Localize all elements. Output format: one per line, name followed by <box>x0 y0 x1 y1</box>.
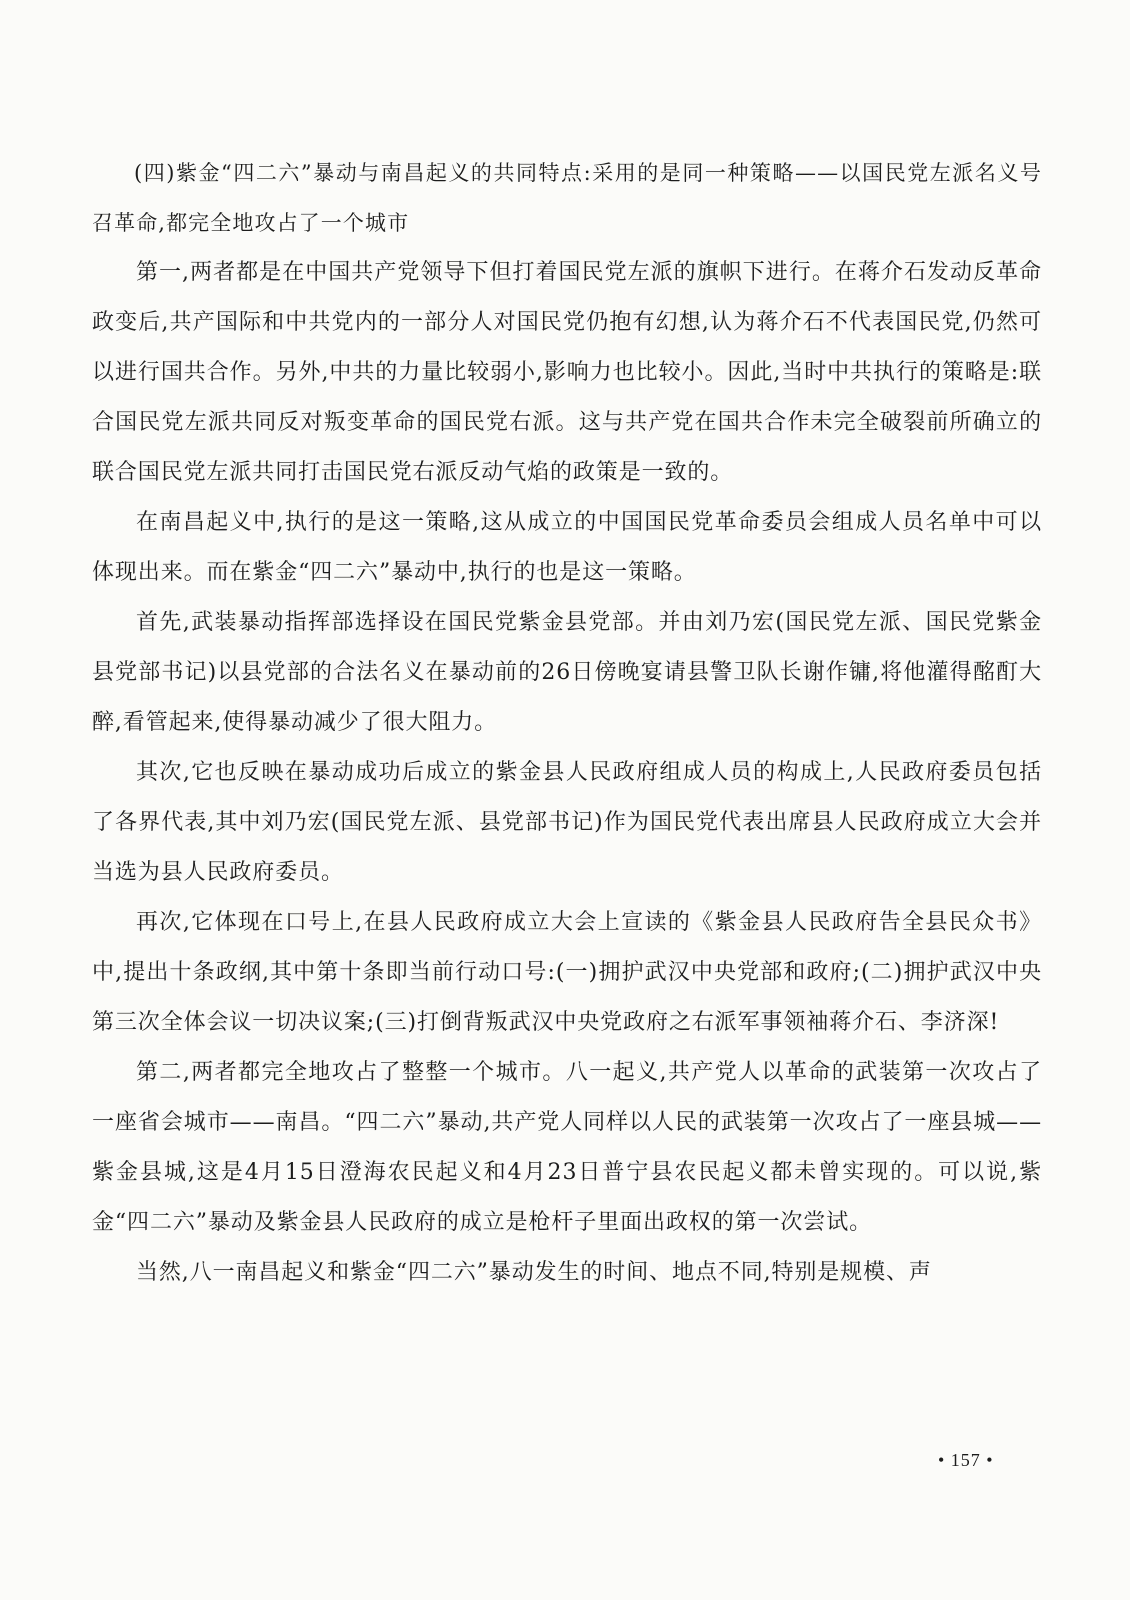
paragraph-6: 第二,两者都完全地攻占了整整一个城市。八一起义,共产党人以革命的武装第一次攻占了一座省会城市——南昌。“四二六”暴动,共产党人同样以人民的武装第一次攻占了一座县城——紫金县城,这是4月15日澄海农民起义和4月23日普宁县农民起义都未曾实现的。可以说,紫金“四二六”暴动及紫金县人民政府的成立是枪杆子里面出政权的第一次尝试。 <box>92 1060 1042 1235</box>
section-heading: (四)紫金“四二六”暴动与南昌起义的共同特点:采用的是同一种策略——以国民党左派名义号召革命,都完全地攻占了一个城市 <box>92 161 1042 235</box>
paragraph-5: 再次,它体现在口号上,在县人民政府成立大会上宣读的《紫金县人民政府告全县民众书》中,提出十条政纲,其中第十条即当前行动口号:(一)拥护武汉中央党部和政府;(二)拥护武汉中央第三次全体会议一切决议案;(三)打倒背叛武汉中央党政府之右派军事领袖蒋介石、李济深! <box>92 910 1042 1035</box>
page-number: • 157 • <box>938 1450 994 1470</box>
paragraph-7: 当然,八一南昌起义和紫金“四二六”暴动发生的时间、地点不同,特别是规模、声 <box>136 1260 932 1285</box>
paragraph-3: 首先,武装暴动指挥部选择设在国民党紫金县党部。并由刘乃宏(国民党左派、国民党紫金县党部书记)以县党部的合法名义在暴动前的26日傍晚宴请县警卫队长谢作镛,将他灌得酩酊大醉,看管起来,使得暴动减少了很大阻力。 <box>92 610 1042 735</box>
body-text <box>92 148 1042 1298</box>
paragraph-1: 第一,两者都是在中国共产党领导下但打着国民党左派的旗帜下进行。在蒋介石发动反革命政变后,共产国际和中共党内的一部分人对国民党仍抱有幻想,认为蒋介石不代表国民党,仍然可以进行国共合作。另外,中共的力量比较弱小,影响力也比较小。因此,当时中共执行的策略是:联合国民党左派共同反对叛变革命的国民党右派。这与共产党在国共合作未完全破裂前所确立的联合国民党左派共同打击国民党右派反动气焰的政策是一致的。 <box>92 260 1042 485</box>
paragraph-4: 其次,它也反映在暴动成功后成立的紫金县人民政府组成人员的构成上,人民政府委员包括了各界代表,其中刘乃宏(国民党左派、县党部书记)作为国民党代表出席县人民政府成立大会并当选为县人民政府委员。 <box>92 760 1042 885</box>
paragraph-2: 在南昌起义中,执行的是这一策略,这从成立的中国国民党革命委员会组成人员名单中可以体现出来。而在紫金“四二六”暴动中,执行的也是这一策略。 <box>92 510 1042 585</box>
